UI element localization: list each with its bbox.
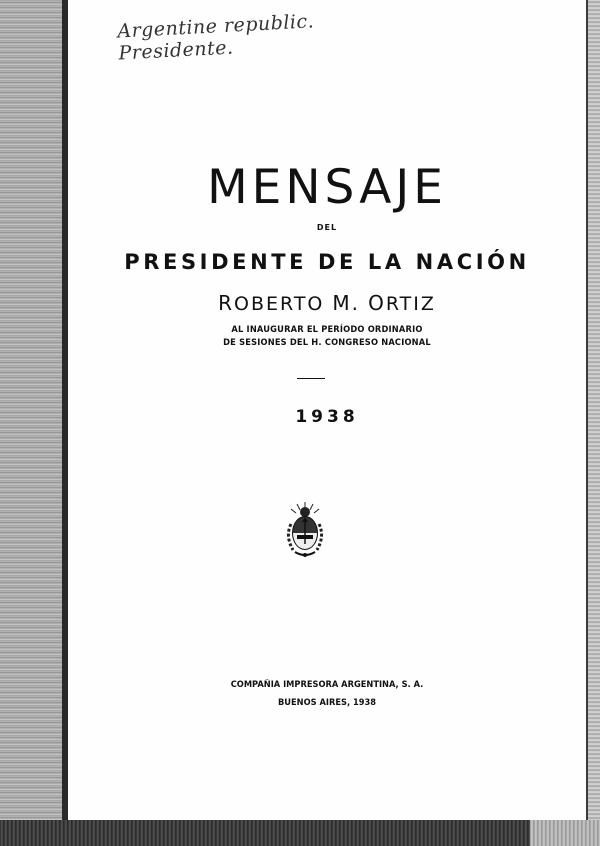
author-name [68,291,586,315]
publisher-name: COMPAÑIA IMPRESORA ARGENTINA, S. A. [230,680,424,690]
divider-rule [297,378,325,379]
author-last-rest: RTIZ [385,293,436,315]
coat-of-arms-icon [282,500,328,562]
author-middle: M. [332,291,361,315]
occasion-text [89,324,566,350]
preposition-del: DEL [316,223,338,232]
scan-bottom-right-corner [530,820,600,846]
heading-presidente: PRESIDENTE DE LA NACIÓN [124,250,530,274]
author-first-initial: R [218,291,234,315]
author-first-rest: OBERTO [234,293,325,315]
document-title: MENSAJE [207,160,447,215]
author-last-initial: O [368,291,386,315]
handwritten-note: Argentine republic. Presidente. [116,10,315,65]
scan-bottom-margin [0,820,600,846]
publication-year: 1938 [295,407,359,427]
publication-place: BUENOS AIRES, 1938 [277,698,377,708]
scan-left-margin [0,0,66,846]
occasion-line-1: AL INAUGURAR EL PERÍODO ORDINARIO [231,325,423,335]
occasion-line-2: DE SESIONES DEL H. CONGRESO NACIONAL [223,338,431,348]
scan-right-margin [586,0,600,846]
